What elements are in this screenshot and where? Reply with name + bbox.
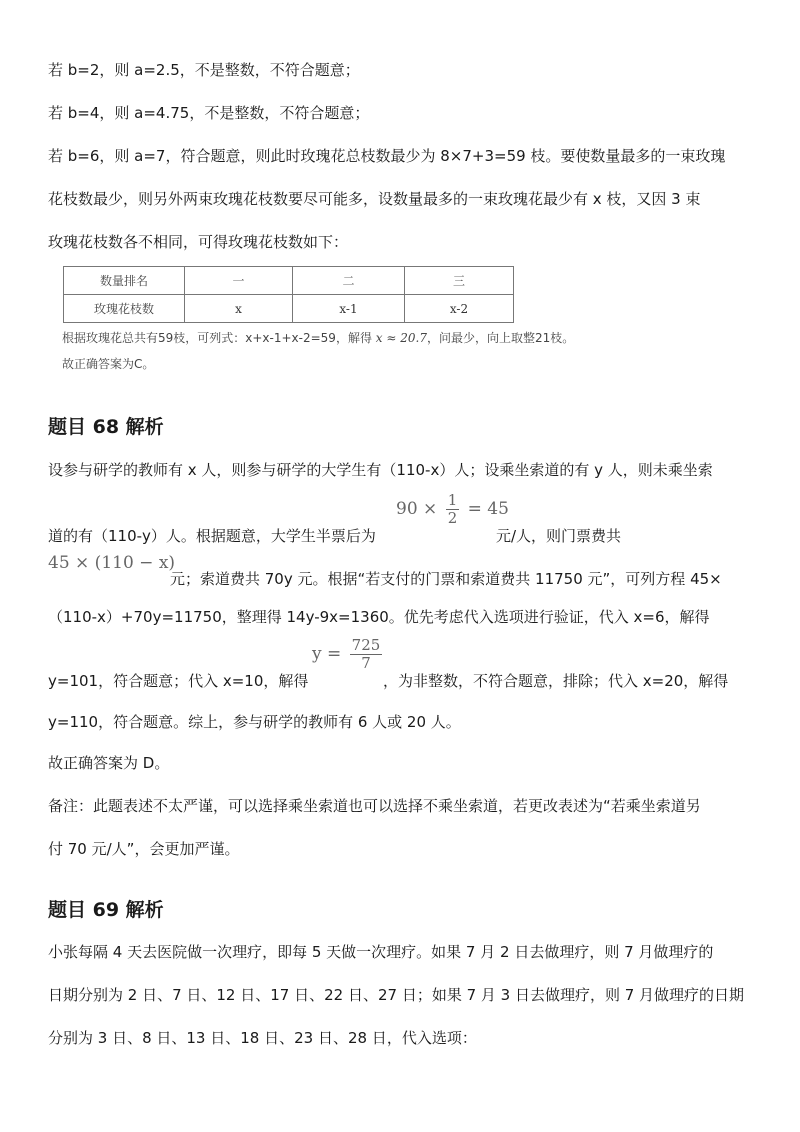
table-cell: 三 [405,267,514,295]
fraction [350,637,383,672]
table-row [64,267,514,295]
text-line: 元；索道费共 70y 元。根据“若支付的门票和索道费共 11750 元”，可列方程 45× [170,570,722,588]
math-text: = 45 [467,499,509,519]
text-line: 元/人，则门票费共 [496,527,622,545]
denominator: 2 [447,509,458,527]
table-cell: x-1 [293,295,405,323]
text-line: 小张每隔 4 天去医院做一次理疗，即每 5 天做一次理疗。如果 7 月 2 日去做理疗，则 7 月做理疗的 [48,943,714,961]
text-line: 设参与研学的教师有 x 人，则参与研学的大学生有（110-x）人；设乘坐索道的有 y 人，则未乘坐索 [48,461,713,479]
table-cell: x [185,295,293,323]
table-cell: 数量排名 [64,267,185,295]
note-text: 根据玫瑰花总共有59枝，可列式：x+x-1+x-2=59，解得 [62,331,372,345]
table-cell: x-2 [405,295,514,323]
formula-ticket: 45 × (110 − x) [48,553,176,573]
text-line: ，为非整数，不符合题意，排除；代入 x=20，解得 [383,672,729,690]
table-cell: 玫瑰花枝数 [64,295,185,323]
formula-y [312,637,385,672]
section-title: 题目 69 解析 [48,899,164,921]
math-text: y = [312,644,342,664]
numerator: 1 [447,491,458,509]
note-line [62,330,574,346]
text-line: 日期分别为 2 日、7 日、12 日、17 日、22 日、27 日；如果 7 月 3 日去做理疗，则 7 月做理疗的日期 [48,986,745,1004]
text-line: 玫瑰花枝数各不相同，可得玫瑰花枝数如下： [48,233,349,251]
table-row [64,295,514,323]
note-math: x ≈ 20.7 [375,331,427,345]
text-line: （110-x）+70y=11750，整理得 14y-9x=1360。优先考虑代入选项进行验证，代入 x=6，解得 [48,608,710,626]
section-title: 题目 68 解析 [48,416,164,438]
text-line: 故正确答案为 D。 [48,754,170,772]
table-cell: 二 [293,267,405,295]
fraction [446,492,460,527]
text-line: 分别为 3 日、8 日、13 日、18 日、23 日、28 日，代入选项： [48,1029,477,1047]
formula-half-price [396,492,509,527]
note-line: 故正确答案为C。 [62,357,155,371]
text-line: y=101，符合题意；代入 x=10，解得 [48,672,309,690]
text-line: 花枝数最少，则另外两束玫瑰花枝数要尽可能多，设数量最多的一束玫瑰花最少有 x 枝，又因 3 束 [48,190,701,208]
numerator: 725 [351,636,381,654]
rose-count-table [63,266,514,323]
text-line: 备注：此题表述不太严谨，可以选择乘坐索道也可以选择不乘坐索道，若更改表述为“若乘坐索道另 [48,797,701,815]
math-text: 90 × [396,499,438,519]
text-line: 付 70 元/人”，会更加严谨。 [48,840,240,858]
table-cell: 一 [185,267,293,295]
text-line: 道的有（110-y）人。根据题意，大学生半票后为 [48,527,376,545]
text-line: y=110，符合题意。综上，参与研学的教师有 6 人或 20 人。 [48,713,461,731]
denominator: 7 [361,654,371,672]
note-text: ，问最少，向上取整21枝。 [426,331,575,345]
text-line: 若 b=4，则 a=4.75，不是整数，不符合题意； [48,104,370,122]
text-line: 若 b=6，则 a=7，符合题意，则此时玫瑰花总枝数最少为 8×7+3=59 枝。要使数量最多的一束玫瑰 [48,147,726,165]
text-line: 若 b=2，则 a=2.5，不是整数，不符合题意； [48,61,360,79]
